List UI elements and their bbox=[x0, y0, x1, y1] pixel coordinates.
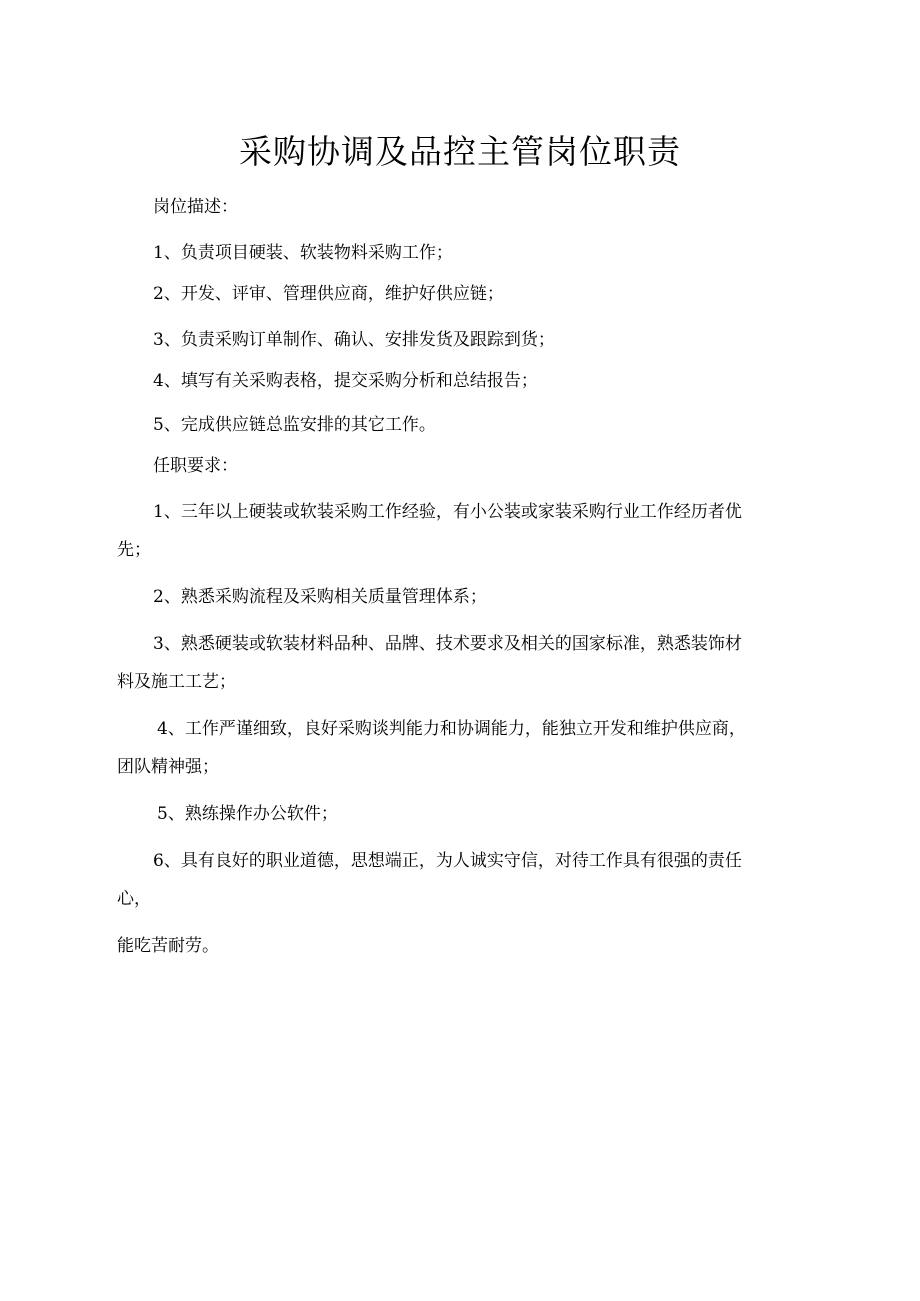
requirement-4: 4、工作严谨细致，良好采购谈判能力和协调能力，能独立开发和维护供应商， bbox=[157, 719, 746, 739]
description-heading: 岗位描述： bbox=[153, 197, 238, 217]
requirement-3: 3、熟悉硬装或软装材料品种、品牌、技术要求及相关的国家标准，熟悉装饰材 bbox=[153, 634, 742, 654]
requirement-3-continued: 料及施工工艺； bbox=[117, 672, 236, 692]
description-item-5: 5、完成供应链总监安排的其它工作。 bbox=[153, 415, 436, 435]
page-title: 采购协调及品控主管岗位职责 bbox=[239, 132, 681, 171]
description-item-4: 4、填写有关采购表格，提交采购分析和总结报告； bbox=[153, 371, 538, 391]
closing-line: 能吃苦耐劳。 bbox=[117, 936, 219, 956]
requirement-1: 1、三年以上硬装或软装采购工作经验，有小公装或家装采购行业工作经历者优 bbox=[153, 502, 742, 522]
description-item-3: 3、负责采购订单制作、确认、安排发货及跟踪到货； bbox=[153, 330, 555, 350]
requirement-4-continued: 团队精神强； bbox=[117, 757, 219, 777]
requirement-6-continued: 心， bbox=[117, 889, 151, 909]
description-item-1: 1、负责项目硬装、软装物料采购工作； bbox=[153, 243, 453, 263]
requirement-6: 6、具有良好的职业道德，思想端正，为人诚实守信，对待工作具有很强的责任 bbox=[153, 851, 742, 871]
requirement-1-continued: 先； bbox=[117, 540, 151, 560]
description-item-2: 2、开发、评审、管理供应商，维护好供应链； bbox=[153, 284, 504, 304]
requirement-5: 5、熟练操作办公软件； bbox=[157, 804, 338, 824]
requirement-2: 2、熟悉采购流程及采购相关质量管理体系； bbox=[153, 587, 487, 607]
requirements-heading: 任职要求： bbox=[153, 456, 238, 476]
document-body bbox=[117, 196, 803, 958]
